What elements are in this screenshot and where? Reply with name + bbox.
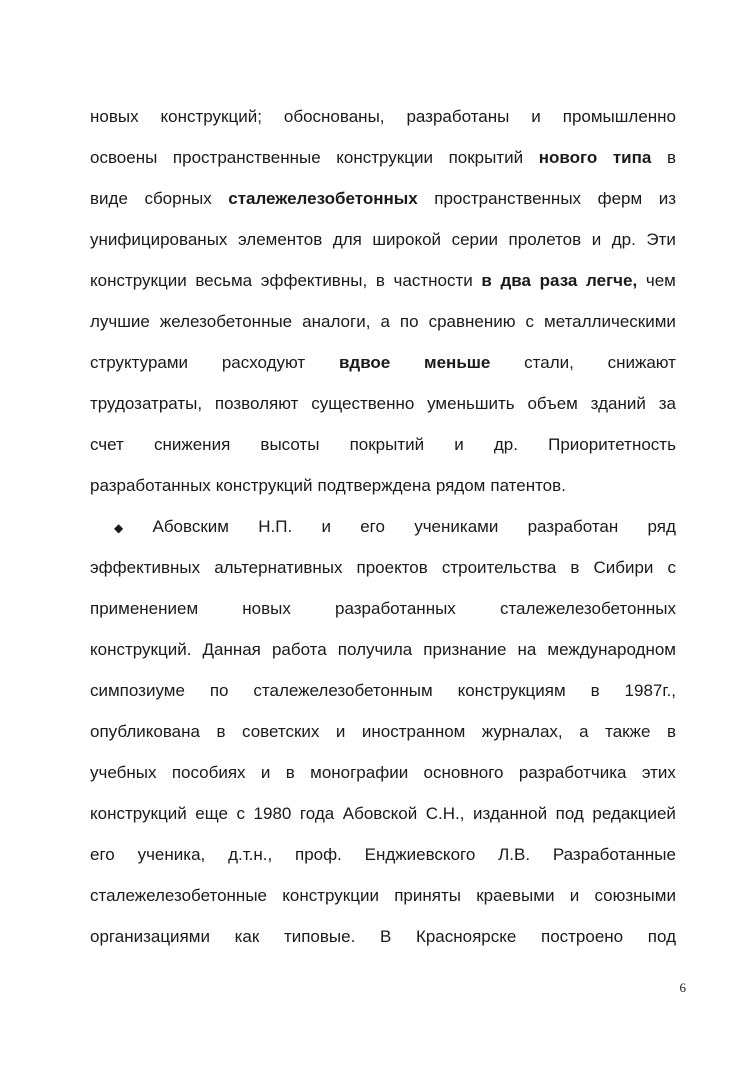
word: подтверждена <box>317 476 431 495</box>
word: с <box>525 312 534 331</box>
word: опубликована <box>90 722 200 741</box>
word: Красноярске <box>415 927 517 946</box>
word: нового <box>538 148 598 167</box>
word: сталежелезобетонных <box>228 189 418 208</box>
word: С.Н., <box>425 804 465 823</box>
word: а <box>380 312 390 331</box>
word: эффективных <box>90 558 201 577</box>
word: объем <box>527 394 578 413</box>
text-line <box>90 260 676 301</box>
word: Данная <box>202 640 261 659</box>
word: и <box>260 763 271 782</box>
word: советских <box>242 722 320 741</box>
word: новых <box>90 107 139 126</box>
word: конструкции <box>336 148 433 167</box>
bullet-icon: ◆ <box>114 521 124 535</box>
word: высоты <box>260 435 320 454</box>
word: с <box>236 804 245 823</box>
word: для <box>332 230 362 249</box>
word: организациями <box>90 927 210 946</box>
word: года <box>299 804 335 823</box>
word: существенно <box>311 394 415 413</box>
word: снижают <box>607 353 676 372</box>
page-number: 6 <box>679 980 686 995</box>
word: раза <box>539 271 578 290</box>
word: и <box>321 517 331 536</box>
word: разработчика <box>518 763 627 782</box>
word: по <box>209 681 229 700</box>
paragraph-2 <box>90 506 676 957</box>
word: промышленно <box>562 107 676 126</box>
word: частности <box>393 271 473 290</box>
word: краевыми <box>476 886 555 905</box>
word: пространственных <box>434 189 582 208</box>
word: виде <box>90 189 128 208</box>
word: конструкциям <box>457 681 566 700</box>
word: проф. <box>294 845 342 864</box>
word: получила <box>337 640 413 659</box>
word: сборных <box>144 189 212 208</box>
word: уменьшить <box>427 394 515 413</box>
word: учебных <box>90 763 157 782</box>
word: с <box>667 558 676 577</box>
word: покрытий <box>448 148 524 167</box>
word: разработанных <box>90 476 211 495</box>
word: др. <box>611 230 636 249</box>
word: международном <box>547 640 676 659</box>
word: конструкции <box>90 271 187 290</box>
word: изданной <box>473 804 548 823</box>
text-line <box>90 916 676 957</box>
word: трудозатраты, <box>90 394 203 413</box>
word: построено <box>540 927 624 946</box>
word: и <box>335 722 346 741</box>
word: элементов <box>237 230 323 249</box>
text-line <box>90 711 676 752</box>
word: его <box>360 517 385 536</box>
word: ряд <box>647 517 676 536</box>
text-line <box>90 547 676 588</box>
word: сталежелезобетонных <box>499 599 676 618</box>
word: Эти <box>646 230 676 249</box>
word: разработаны <box>406 107 510 126</box>
word: строительства <box>441 558 557 577</box>
word: в <box>375 271 385 290</box>
text-line <box>90 96 676 137</box>
text-line <box>90 506 676 547</box>
text-line <box>90 137 676 178</box>
word: работа <box>271 640 327 659</box>
word: конструкции <box>282 886 379 905</box>
text-line <box>90 588 676 629</box>
word: патентов. <box>490 476 566 495</box>
word: под <box>555 804 584 823</box>
word: монографии <box>310 763 409 782</box>
word: Л.В. <box>498 845 531 864</box>
word: как <box>234 927 260 946</box>
word: альтернативных <box>214 558 343 577</box>
word: и <box>591 230 602 249</box>
word: ферм <box>597 189 643 208</box>
text-line <box>90 752 676 793</box>
word: пространственные <box>172 148 321 167</box>
word: типовые. <box>283 927 356 946</box>
word: чем <box>645 271 676 290</box>
word: лучшие <box>90 312 150 331</box>
word: весьма <box>195 271 253 290</box>
word: серии <box>451 230 498 249</box>
word: металлическими <box>544 312 676 331</box>
text-line <box>90 875 676 916</box>
word: аналоги, <box>302 312 371 331</box>
word: конструкций <box>90 804 187 823</box>
text-line <box>90 793 676 834</box>
word: типа <box>612 148 652 167</box>
word: Енджиевского <box>364 845 476 864</box>
word: в <box>216 722 226 741</box>
word: расходуют <box>221 353 306 372</box>
text-line <box>90 834 676 875</box>
word: стали, <box>524 353 574 372</box>
word: рядом <box>435 476 486 495</box>
word: Разработанные <box>552 845 676 864</box>
word: учениками <box>414 517 499 536</box>
word: еще <box>195 804 228 823</box>
word: Абовской <box>342 804 418 823</box>
word: проектов <box>356 558 428 577</box>
word: из <box>658 189 676 208</box>
word: В <box>379 927 392 946</box>
word: его <box>90 845 115 864</box>
text-line <box>90 629 676 670</box>
word: редакцией <box>592 804 676 823</box>
word: и <box>531 107 541 126</box>
word: по <box>399 312 419 331</box>
word: этих <box>641 763 676 782</box>
word: эффективны, <box>260 271 368 290</box>
word: железобетонные <box>159 312 293 331</box>
word: сталежелезобетонным <box>253 681 433 700</box>
word: в <box>666 722 676 741</box>
text-line <box>90 465 676 506</box>
text-line <box>90 301 676 342</box>
word: и <box>569 886 580 905</box>
word: союзными <box>594 886 676 905</box>
word: в <box>666 148 676 167</box>
word: конструкций. <box>90 640 192 659</box>
word: счет <box>90 435 124 454</box>
word: покрытий <box>349 435 425 454</box>
word: за <box>658 394 676 413</box>
word: основного <box>423 763 504 782</box>
text-line <box>90 178 676 219</box>
text-line <box>90 383 676 424</box>
word: в <box>590 681 600 700</box>
text-line <box>90 342 676 383</box>
word: разработанных <box>335 599 456 618</box>
word: на <box>517 640 537 659</box>
word: в <box>285 763 295 782</box>
word: 1987г., <box>624 681 676 700</box>
word: снижения <box>153 435 231 454</box>
word: освоены <box>90 148 158 167</box>
word: широкой <box>372 230 442 249</box>
word: применением <box>90 599 199 618</box>
word: обоснованы, <box>283 107 385 126</box>
word: журналах, <box>481 722 563 741</box>
word: 1980 <box>253 804 292 823</box>
word: меньше <box>424 353 491 372</box>
word: конструкций; <box>160 107 262 126</box>
word: позволяют <box>214 394 299 413</box>
word: Абовским <box>152 517 229 536</box>
word: конструкций <box>215 476 313 495</box>
word: унифицированых <box>90 230 228 249</box>
word: пособиях <box>171 763 246 782</box>
word: а <box>579 722 589 741</box>
word: в <box>570 558 580 577</box>
document-body <box>90 96 676 957</box>
word: Сибири <box>593 558 654 577</box>
word: приняты <box>394 886 461 905</box>
word: новых <box>242 599 291 618</box>
word: д.т.н., <box>228 845 273 864</box>
text-line <box>90 219 676 260</box>
word: легче, <box>586 271 638 290</box>
word: разработан <box>527 517 619 536</box>
word: структурами <box>90 353 189 372</box>
word: под <box>647 927 676 946</box>
paragraph-1 <box>90 96 676 506</box>
text-line <box>90 670 676 711</box>
word: два <box>500 271 531 290</box>
word: вдвое <box>338 353 391 372</box>
word: также <box>605 722 651 741</box>
word: пролетов <box>508 230 582 249</box>
word: симпозиуме <box>90 681 185 700</box>
text-line <box>90 424 676 465</box>
word: признание <box>423 640 507 659</box>
word: иностранном <box>361 722 466 741</box>
word: сталежелезобетонные <box>90 886 267 905</box>
word: в <box>481 271 492 290</box>
word: и <box>454 435 464 454</box>
word: ученика, <box>137 845 206 864</box>
word: сравнению <box>428 312 516 331</box>
word: зданий <box>590 394 646 413</box>
word: др. <box>493 435 518 454</box>
word: Н.П. <box>258 517 293 536</box>
word: Приоритетность <box>548 435 676 454</box>
